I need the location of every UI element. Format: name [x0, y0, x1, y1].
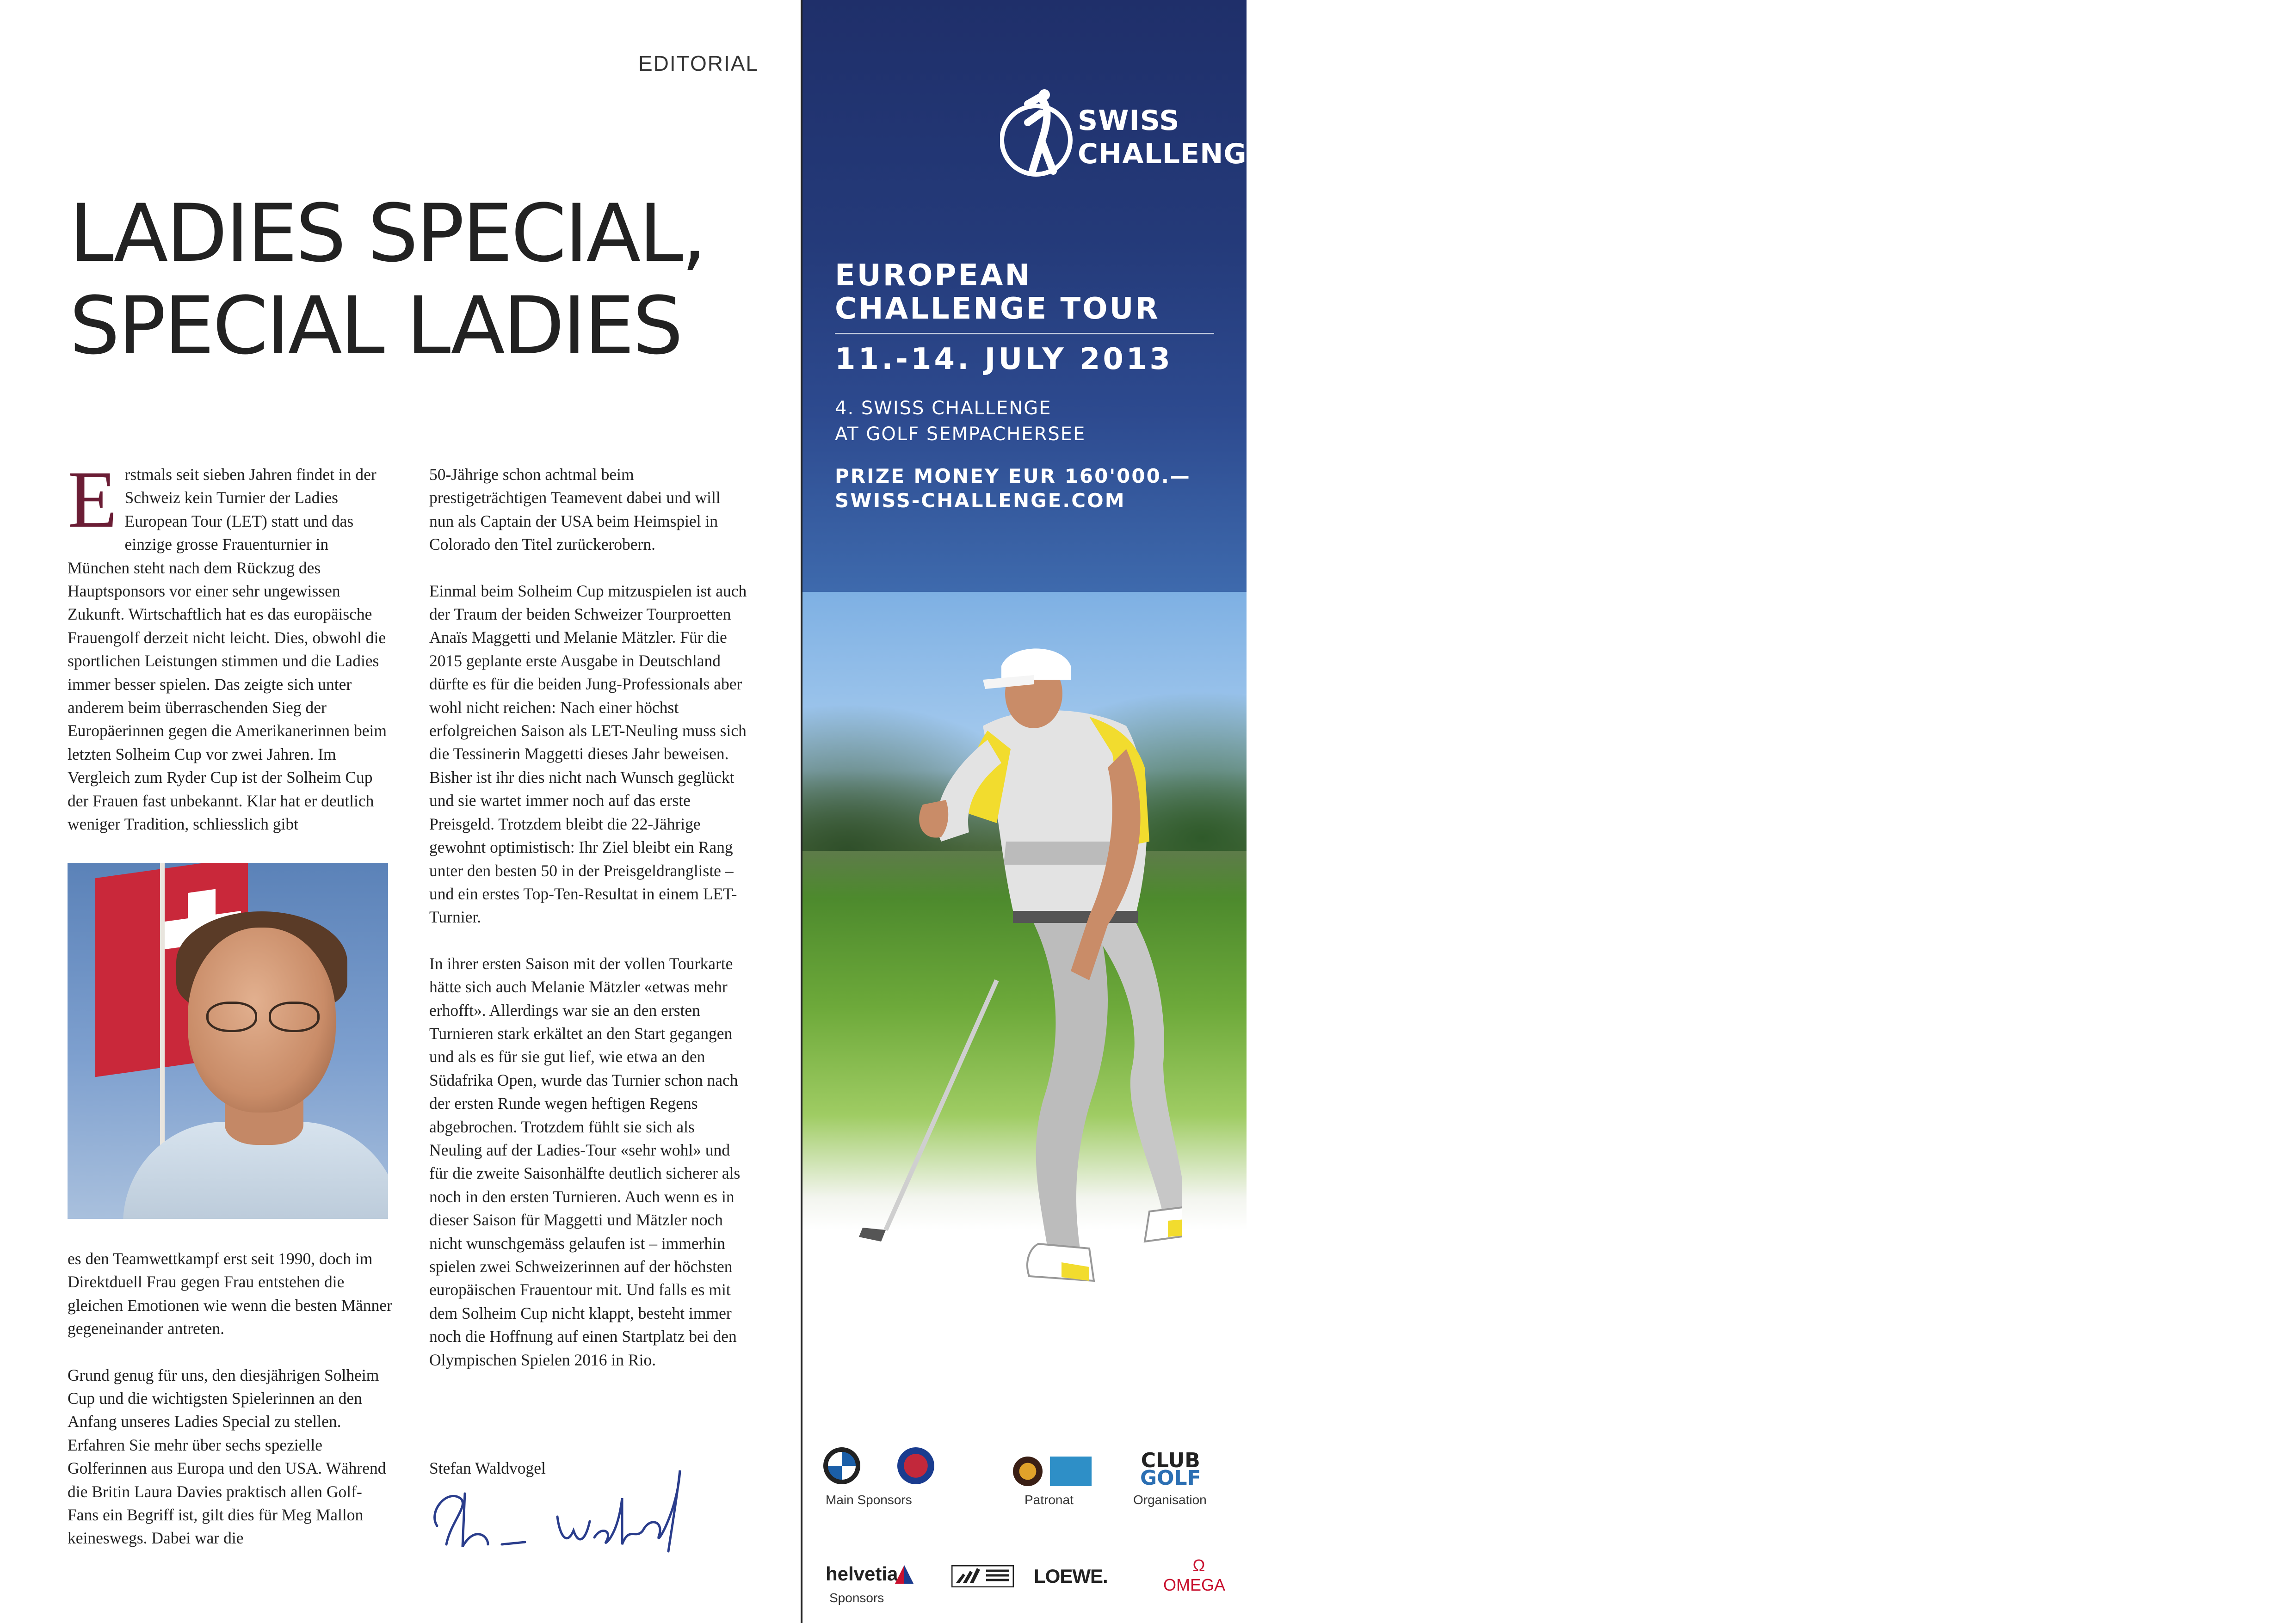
prize-and-website [835, 464, 1191, 513]
helvetia-mark-icon [893, 1563, 916, 1586]
section-label: EDITORIAL [638, 51, 759, 75]
handwritten-signature [419, 1457, 687, 1554]
swiss-challenge-logo-text: SWISS CHALLENGE [1078, 105, 1266, 170]
paragraph-continued: es den Teamwettkampf erst seit 1990, doch im Direktduell Frau gegen Frau entstehen die gleichen Emotionen wie wenn die besten Männer gegeneinander antreten. [68, 1249, 392, 1338]
golfer-logo-icon [1000, 86, 1079, 178]
column-1-bottom [68, 1247, 392, 1550]
author-portrait-photo [68, 863, 388, 1219]
club-golf-logo: CLUB GOLF [1140, 1449, 1201, 1490]
bmw-logo [823, 1447, 860, 1484]
column-1-top [68, 455, 392, 836]
prize-money: PRIZE MONEY EUR 160'000.— [835, 465, 1191, 487]
event-venue: 4. SWISS CHALLENGE AT GOLF SEMPACHERSEE [835, 398, 1086, 445]
organisation-caption: Organisation [1133, 1493, 1207, 1507]
advert-page [802, 0, 1266, 1623]
author-name: Stefan Waldvogel [429, 1459, 546, 1477]
intro-paragraph [68, 455, 392, 836]
col2-paragraph-3: In ihrer ersten Saison mit der vollen Tourkarte hätte sich auch Melanie Mätzler «etwas mehr erhofft». Allerdings war sie an den ersten Turnieren stark erkältet an den Start gegangen und als es für sie gut lief, wie etwa an den Südafrika Open, wurde das Turnier schon nach der ersten Runde wegen heftigen Regens abgebrochen. Trotzdem fühlt sie sich als Neuling auf der Ladies-Tour «sehr wohl» und für die zweite Saisonhälfte deutlich sicherer als noch in den ersten Turnieren. Auch wenn es in dieser Saison für Maggetti und Mätzler noch nicht wunschgemäss gelaufen ist – immerhin spielen zwei Schweizerinnen auf der höchsten europäischen Frauentour mit. Und falls es mit dem Solheim Cup nicht klappt, besteht immer noch die Hoffnung auf einen Startplatz bei den Olympischen Spielen 2016 in Rio. [429, 954, 741, 1369]
adidas-logo-icon [951, 1565, 1014, 1587]
headline-line-2: SPECIAL LADIES [69, 279, 682, 372]
author-glasses [206, 1002, 322, 1029]
intro-text: rstmals seit sieben Jahren findet in der Schweiz kein Turnier der Ladies European Tour (LET) statt und das einzige grosse Frauenturnier in München steht nach dem Rückzug des Hauptsponsors vor einer sehr ungewissen Zukunft. Wirtschaftlich hat es das europäische Frauengolf derzeit nicht leicht. Dies, obwohl die sportlichen Leistungen stimmen und die Ladies immer besser spielen. Das zeigte sich unter anderem beim überraschenden Sieg der Europäerinnen gegen die Amerikanerinnen beim letzten Solheim Cup vor zwei Jahren. Im Vergleich zum Ryder Cup ist der Solheim Cup der Frauen fast unbekannt. Klar hat er deutlich weniger Tradition, schliesslich gibt [68, 465, 387, 834]
ad-divider [835, 333, 1214, 334]
editorial-headline [69, 187, 705, 372]
col2-paragraph-2: Einmal beim Solheim Cup mitzuspielen ist auch der Traum der beiden Schweizer Tourproetten Anaïs Maggetti und Melanie Mätzler. Für die 2015 geplante erste Ausgabe in Deutschland dürfte es für die beiden Jung-Professionals aber wohl nicht reichen: Nach einer höchst erfolgreichen Saison als LET-Neuling muss sich die Tessinerin Maggetti dieses Jahr beweisen. Bisher ist ihr dies nicht nach Wunsch geglückt und sie wartet immer noch auf das erste Preisgeld. Trotzdem bleibt die 22-Jährige gewohnt optimistisch: Ihr Ziel bleibt ein Rang unter den besten 50 in der Preisgeldrangliste – und ein erstes Top-Ten-Resultat in einem LET-Turnier. [429, 581, 747, 927]
website-link[interactable]: SWISS-CHALLENGE.COM [835, 489, 1126, 512]
patronat-caption: Patronat [1025, 1493, 1074, 1507]
main-sponsors-caption: Main Sponsors [826, 1493, 912, 1507]
loewe-logo: LOEWE. [1034, 1565, 1108, 1587]
omega-symbol-icon: Ω [1192, 1556, 1205, 1575]
paragraph-2: Grund genug für uns, den diesjährigen Solheim Cup und die wichtigsten Spielerinnen an den Anfang unseres Ladies Special zu stellen. Erfahren Sie mehr über sechs spezielle Golferinnen aus Europa und den USA. Während die Britin Laura Davies praktisch allen Golf-Fans ein Begriff ist, gilt dies für Meg Mallon keineswegs. Dabei war die [68, 1365, 386, 1548]
helvetia-logo: helvetia [826, 1563, 898, 1585]
sponsors-caption: Sponsors [829, 1591, 884, 1605]
golfer-figure [830, 647, 1182, 1341]
editorial-page [0, 0, 802, 1623]
omega-logo: Ω OMEGA [1163, 1556, 1226, 1594]
ad-headline: EUROPEAN CHALLENGE TOUR [835, 258, 1160, 326]
european-tour-logo [1050, 1457, 1092, 1486]
column-2 [429, 463, 747, 1371]
col2-paragraph-1: 50-Jährige schon achtmal beim prestigeträchtigen Teamevent dabei und will nun als Captain der USA beim Heimspiel in Colorado den Titel zurückerobern. [429, 465, 721, 554]
headline-line-1: LADIES SPECIAL, [69, 187, 705, 280]
patronat-badge-logo [1013, 1457, 1043, 1486]
drop-cap: E [68, 455, 117, 545]
event-dates: 11.-14. JULY 2013 [835, 342, 1173, 376]
sponsor-badge-logo [897, 1447, 934, 1484]
